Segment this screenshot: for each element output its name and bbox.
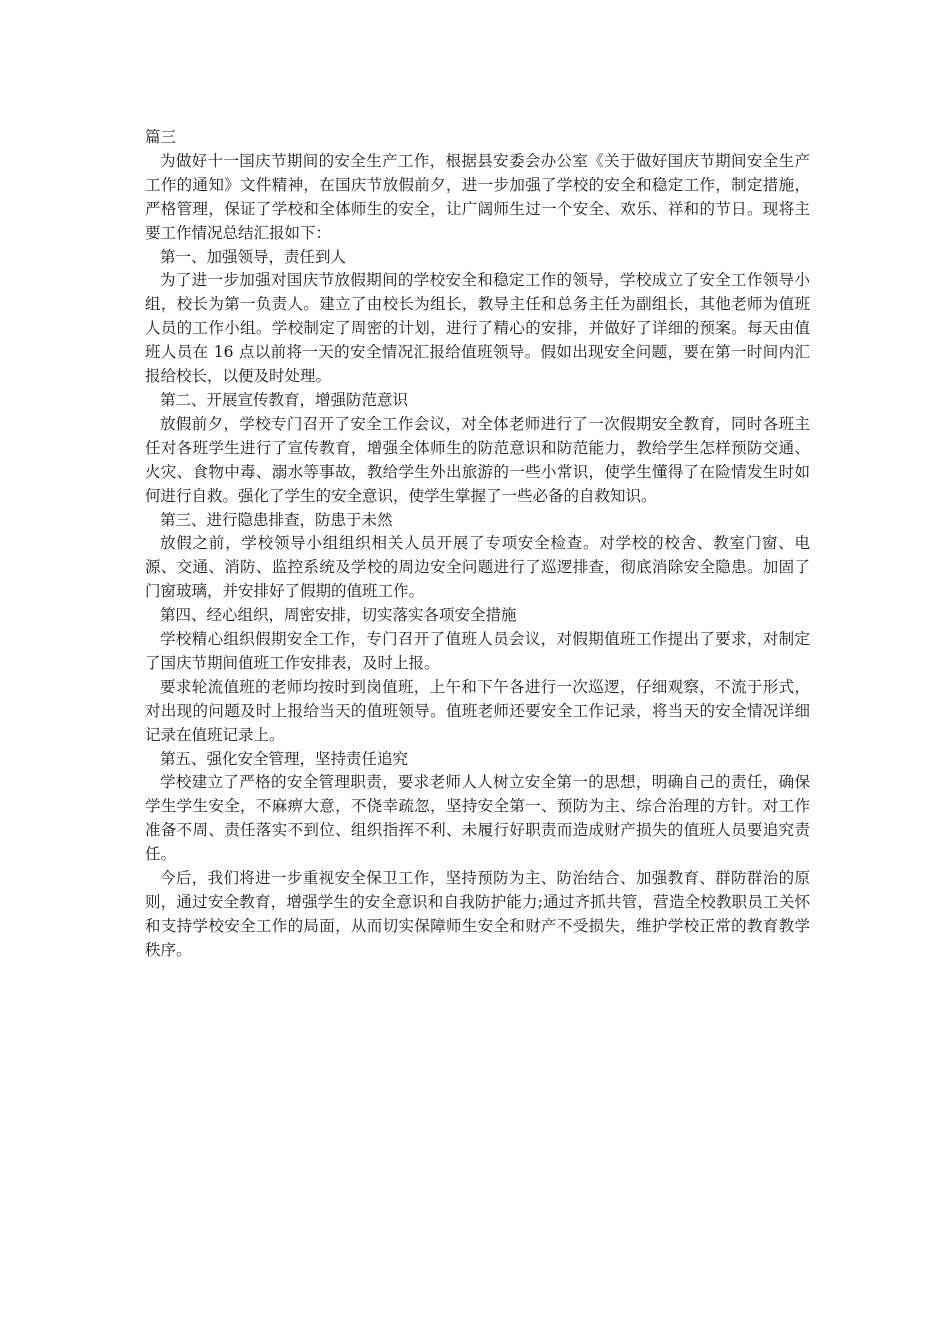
section-heading-2: 第二、开展宣传教育，增强防范意识 <box>160 390 409 409</box>
section-heading-5: 第五、强化安全管理，坚持责任追究 <box>160 749 409 768</box>
section-heading-1: 第一、加强领导，责任到人 <box>160 247 347 266</box>
paragraph-conclusion: 今后，我们将进一步重视安全保卫工作，坚持预防为主、防治结合、加强教育、群防群治的原则，通过安全教育，增强学生的安全意识和自我防护能力;通过齐抓共管，营造全校教职员工关怀和支持学校安全工作的局面，从而切实保障师生安全和财产不受损失，维护学校正常的教育教学秩序。 <box>145 869 810 959</box>
section-heading-3: 第三、进行隐患排查，防患于未然 <box>160 510 393 529</box>
paragraph-section-1: 为了进一步加强对国庆节放假期间的学校安全和稳定工作的领导，学校成立了安全工作领导小组，校长为第一负责人。建立了由校长为组长，教导主任和总务主任为副组长，其他老师为值班人员的工作小组。学校制定了周密的计划，进行了精心的安排，并做好了详细的预案。每天由值班人员在 16 点以前将一天的安全情况汇报给值班领导。假如出现安全问题，要在第一时间内汇报给校长，以便及时处理。 <box>145 271 810 386</box>
paragraph-section-5: 学校建立了严格的安全管理职责，要求老师人人树立安全第一的思想，明确自己的责任，确保学生学生安全，不麻痹大意，不侥幸疏忽，坚持安全第一、预防为主、综合治理的方针。对工作准备不周、责任落实不到位、组织指挥不利、未履行好职责而造成财产损失的值班人员要追究责任。 <box>145 773 810 864</box>
section-heading-4: 第四、经心组织，周密安排，切实落实各项安全措施 <box>160 606 517 625</box>
document-title: 篇三 <box>145 128 177 146</box>
paragraph-section-4b: 要求轮流值班的老师均按时到岗值班，上午和下午各进行一次巡逻，仔细观察，不流于形式，对出现的问题及时上报给当天的值班领导。值班老师还要安全工作记录，将当天的安全情况详细记录在值班记录上。 <box>145 677 810 744</box>
paragraph-section-4a: 学校精心组织假期安全工作，专门召开了值班人员会议，对假期值班工作提出了要求，对制定了国庆节期间值班工作安排表，及时上报。 <box>145 630 810 672</box>
paragraph-section-2: 放假前夕，学校专门召开了安全工作会议，对全体老师进行了一次假期安全教育，同时各班主任对各班学生进行了宣传教育，增强全体师生的防范意识和防范能力，教给学生怎样预防交通、火灾、食物中毒、溺水等事故，教给学生外出旅游的一些小常识，使学生懂得了在险情发生时如何进行自救。强化了学生的安全意识，使学生掌握了一些必备的自救知识。 <box>145 414 810 505</box>
paragraph-section-3: 放假之前，学校领导小组组织相关人员开展了专项安全检查。对学校的校舍、教室门窗、电源、交通、消防、监控系统及学校的周边安全问题进行了巡逻排查，彻底消除安全隐患。加固了门窗玻璃，并安排好了假期的值班工作。 <box>145 534 810 601</box>
document-body <box>145 126 810 963</box>
paragraph-intro: 为做好十一国庆节期间的安全生产工作，根据县安委会办公室《关于做好国庆节期间安全生产工作的通知》文件精神，在国庆节放假前夕，进一步加强了学校的安全和稳定工作，制定措施，严格管理，保证了学校和全体师生的安全，让广阔师生过一个安全、欢乐、祥和的节日。现将主要工作情况总结汇报如下： <box>145 151 810 242</box>
